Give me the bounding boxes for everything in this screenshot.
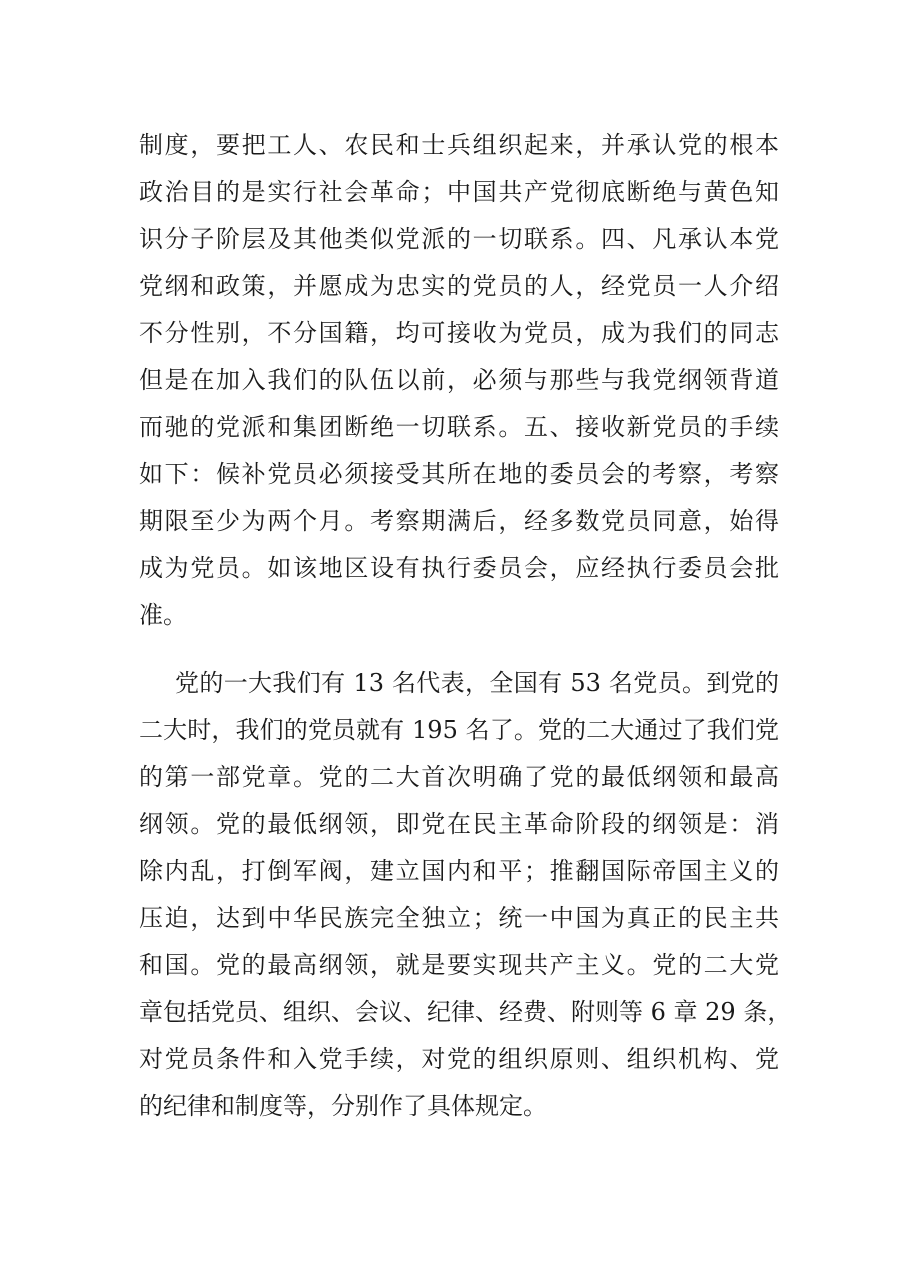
text-line: 而驰的党派和集团断绝一切联系。五、接收新党员的手续 <box>139 413 779 441</box>
text-line: 的纪律和制度等，分别作了具体规定。 <box>139 1092 547 1120</box>
text-line: 二大时，我们的党员就有 195 名了。党的二大通过了我们党 <box>139 716 779 744</box>
text-line: 对党员条件和入党手续，对党的组织原则、组织机构、党 <box>139 1045 779 1073</box>
text-line: 党纲和政策，并愿成为忠实的党员的人，经党员一人介绍 <box>139 272 779 300</box>
text-line: 如下：候补党员必须接受其所在地的委员会的考察，考察 <box>139 460 779 488</box>
text-line: 的第一部党章。党的二大首次明确了党的最低纲领和最高 <box>139 763 779 791</box>
text-line: 不分性别，不分国籍，均可接收为党员，成为我们的同志 <box>139 319 779 347</box>
paragraph-1 <box>139 122 779 639</box>
text-line: 准。 <box>139 601 187 629</box>
text-line: 压迫，达到中华民族完全独立；统一中国为真正的民主共 <box>139 904 779 932</box>
text-line: 除内乱，打倒军阀，建立国内和平；推翻国际帝国主义的 <box>139 857 779 885</box>
text-line: 制度，要把工人、农民和士兵组织起来，并承认党的根本 <box>139 131 779 159</box>
text-line: 识分子阶层及其他类似党派的一切联系。四、凡承认本党 <box>139 225 779 253</box>
text-line: 期限至少为两个月。考察期满后，经多数党员同意，始得 <box>139 507 779 535</box>
text-line: 章包括党员、组织、会议、纪律、经费、附则等 6 章 29 条， <box>139 998 792 1026</box>
text-line: 和国。党的最高纲领，就是要实现共产主义。党的二大党 <box>139 951 779 979</box>
text-line: 但是在加入我们的队伍以前，必须与那些与我党纲领背道 <box>139 366 779 394</box>
text-line: 成为党员。如该地区设有执行委员会，应经执行委员会批 <box>139 554 779 582</box>
text-line: 政治目的是实行社会革命；中国共产党彻底断绝与黄色知 <box>139 178 779 206</box>
text-line: 党的一大我们有 13 名代表，全国有 53 名党员。到党的 <box>175 669 779 697</box>
text-line: 纲领。党的最低纲领，即党在民主革命阶段的纲领是：消 <box>139 810 779 838</box>
paragraph-2 <box>139 660 792 1130</box>
